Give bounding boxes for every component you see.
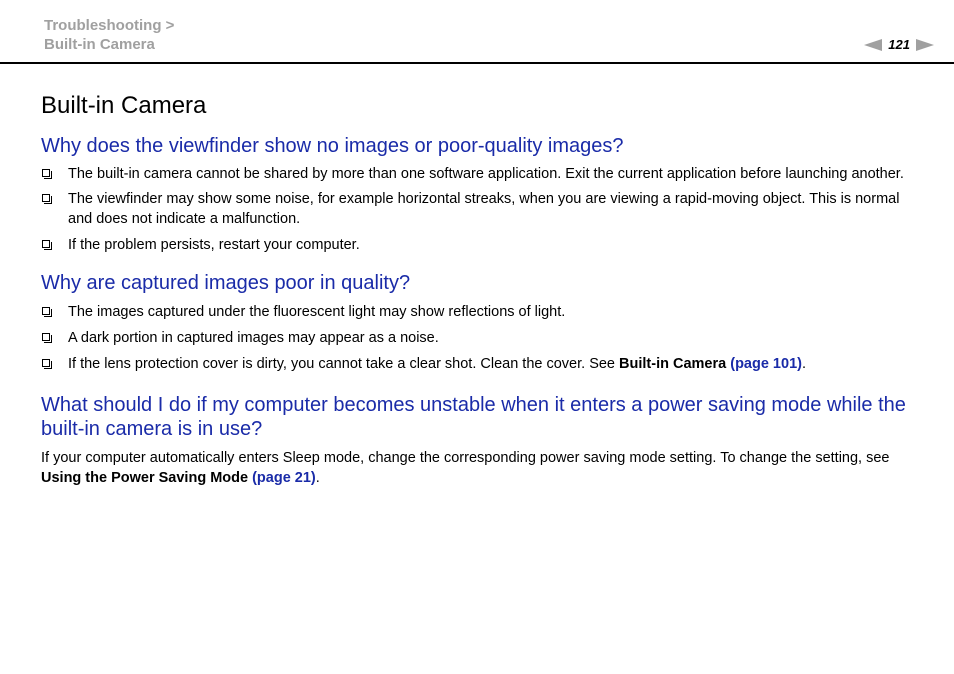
quality-list	[41, 302, 916, 374]
breadcrumb-section[interactable]: Troubleshooting >	[44, 17, 175, 34]
section-heading-viewfinder: Why does the viewfinder show no images or poor-quality images?	[41, 135, 624, 157]
page-link-21[interactable]: (page 21)	[252, 470, 316, 486]
section-heading-quality: Why are captured images poor in quality?	[41, 272, 411, 294]
cross-reference-title: Built-in Camera	[619, 356, 727, 372]
checkbox-bullet-icon	[42, 169, 50, 177]
previous-page-arrow-icon[interactable]	[864, 39, 882, 51]
list-item: If the lens protection cover is dirty, you cannot take a clear shot. Clean the cover. See Built-in Camera (page 101).	[41, 354, 916, 374]
checkbox-bullet-icon	[42, 359, 50, 367]
page-number: 121	[888, 37, 910, 52]
page-link-101[interactable]: (page 101)	[730, 356, 802, 372]
section-heading-unstable: What should I do if my computer becomes unstable when it enters a power saving mode while the built-in camera is in use?	[41, 394, 906, 440]
list-item: A dark portion in captured images may appear as a noise.	[41, 328, 916, 348]
header-divider	[0, 62, 954, 64]
main-content	[41, 90, 916, 488]
viewfinder-list	[41, 164, 916, 255]
checkbox-bullet-icon	[42, 240, 50, 248]
checkbox-bullet-icon	[42, 333, 50, 341]
checkbox-bullet-icon	[42, 307, 50, 315]
breadcrumb	[44, 16, 174, 54]
list-item: If the problem persists, restart your computer.	[41, 235, 916, 255]
list-item: The viewfinder may show some noise, for example horizontal streaks, when you are viewing a rapid-moving object. This is normal and does not indicate a malfunction.	[41, 189, 916, 229]
list-item: The images captured under the fluorescent light may show reflections of light.	[41, 302, 916, 322]
page-title: Built-in Camera	[41, 92, 207, 119]
page-navigation	[864, 37, 934, 52]
checkbox-bullet-icon	[42, 194, 50, 202]
unstable-paragraph: If your computer automatically enters Sleep mode, change the corresponding power saving mode setting. To change the setting, see Using the Power Saving Mode (page 21).	[41, 450, 890, 486]
cross-reference-title: Using the Power Saving Mode	[41, 470, 249, 486]
next-page-arrow-icon[interactable]	[916, 39, 934, 51]
list-item: The built-in camera cannot be shared by more than one software application. Exit the current application before launching another.	[41, 164, 916, 184]
breadcrumb-page[interactable]: Built-in Camera	[44, 36, 155, 53]
